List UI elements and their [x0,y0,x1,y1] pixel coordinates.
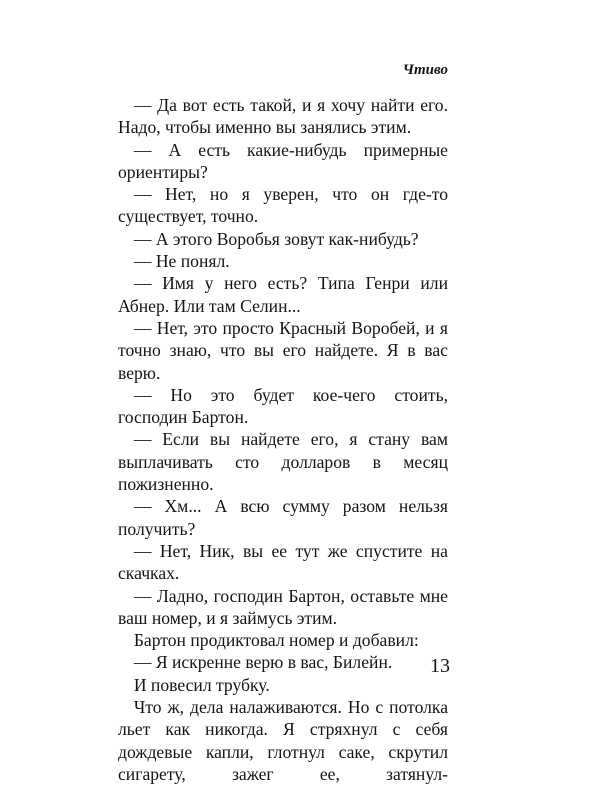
paragraph: И повесил трубку. [133,674,270,695]
body-text [118,94,448,785]
paragraph: — Нет, но я уверен, что он где-то существует, точно. [118,184,448,227]
paragraph: — Хм... А всю сумму разом нельзя получить? [118,496,448,539]
paragraph: — Но это будет кое-чего стоить, господин Бартон. [118,384,448,428]
paragraph: — А есть какие-нибудь примерные ориентиры? [118,139,448,182]
page-number: 13 [430,655,450,677]
paragraph: — А этого Воробья зовут как-нибудь? [133,228,419,249]
paragraph: — Имя у него есть? Типа Генри или Абнер. Или там Селин... [118,273,448,316]
paragraph: — Нет, Ник, вы ее тут же спустите на скачках. [118,540,448,584]
paragraph: Бартон продиктовал номер и добавил: [133,630,419,651]
paragraph: — Да вот есть такой, и я хочу найти его. Надо, чтобы именно вы занялись этим. [118,95,448,138]
paragraph: Что ж, дела налаживаются. Но с потолка льет как никогда. Я стряхнул с себя дождевые капли, глотнул саке, скрутил сигарету, зажег ее, затянул- [118,697,448,784]
paragraph: — Если вы найдете его, я стану вам выплачивать сто долларов в месяц пожизненно. [118,429,448,495]
paragraph: — Ладно, господин Бартон, оставьте мне ваш номер, и я займусь этим. [118,585,448,628]
running-head: Чтиво [402,62,448,78]
paragraph: — Не понял. [133,251,230,272]
paragraph: — Нет, это просто Красный Воробей, и я точно знаю, что вы его найдете. Я в вас верю. [118,317,448,383]
paragraph: — Я искренне верю в вас, Билейн. [133,652,393,673]
